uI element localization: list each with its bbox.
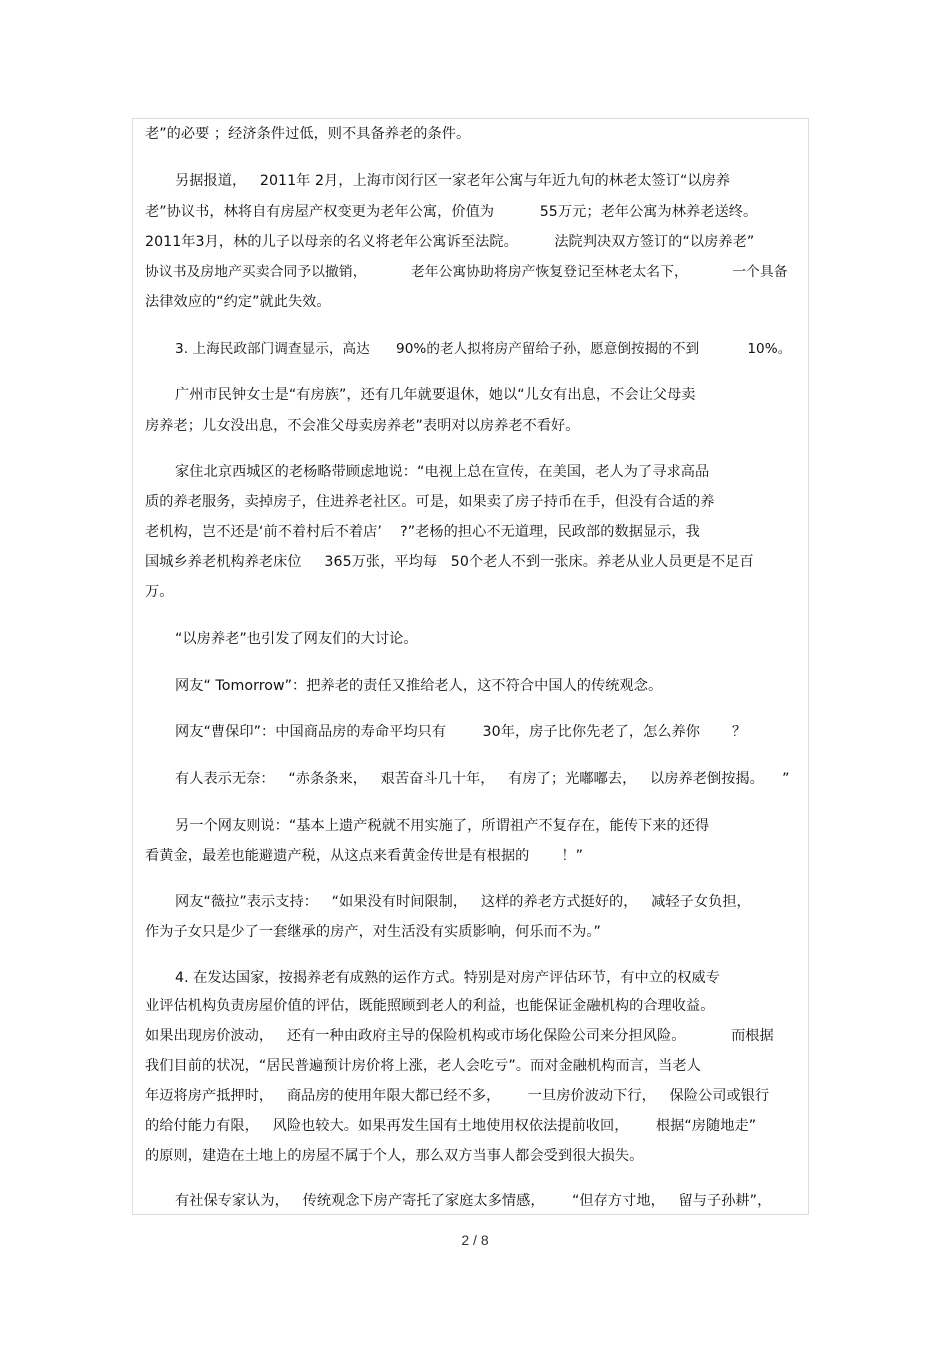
text-line: 房养老；儿女没出息，不会准父母卖房养老”表明对以房养老不看好。 [145,418,580,434]
text-line: 万。 [145,584,174,600]
text-line: 网友“ Tomorrow”：把养老的责任又推给老人，这不符合中国人的传统观念。 [175,678,663,694]
text-line: 网友“薇拉”表示支持： “如果没有时间限制， 这样的养老方式挺好的， 减轻子女负担， [175,894,751,910]
text-line: 4. 在发达国家，按揭养老有成熟的运作方式。特别是对房产评估环节，有中立的权威专 [175,970,720,986]
text-line: 老”协议书，林将自有房屋产权变更为老年公寓，价值为 55万元；老年公寓为林养老送终。 [145,204,758,220]
text-line: 国城乡养老机构养老床位 365万张，平均每 50个老人不到一张床。养老从业人员更是不足百 [145,554,754,570]
text-line: 如果出现房价波动， 还有一种由政府主导的保险机构或市场化保险公司来分担风险。 而根据 [145,1028,774,1044]
text-line: 法律效应的“约定”就此失效。 [145,294,331,310]
text-line: 家住北京西城区的老杨略带顾虑地说：“电视上总在宣传，在美国，老人为了寻求高品 [175,464,710,480]
page-number: 2 / 8 [461,1232,489,1248]
text-line: 另一个网友则说：“基本上遗产税就不用实施了，所谓祖产不复存在，能传下来的还得 [175,818,710,834]
text-line: “以房养老”也引发了网友们的大讨论。 [175,631,418,647]
text-line: 协议书及房地产买卖合同予以撤销， 老年公寓协助将房产恢复登记至林老太名下， 一个具备 [145,264,788,280]
text-line: 的给付能力有限， 风险也较大。如果再发生国有土地使用权依法提前收回， 根据“房随地走” [145,1118,757,1134]
text-line: 广州市民钟女士是“有房族”，还有几年就要退休，她以“儿女有出息，不会让父母卖 [175,387,696,403]
text-line: 老机构，岂不还是‘前不着村后不着店’ ?”老杨的担心不无道理，民政部的数据显示，我 [145,524,700,540]
text-line: 老”的必要 ；经济条件过低，则不具备养老的条件。 [145,126,471,142]
text-line: 的原则，建造在土地上的房屋不属于个人，那么双方当事人都会受到很大损失。 [145,1148,644,1164]
text-line: 3. 上海民政部门调查显示，高达 90%的老人拟将房产留给子孙，愿意倒按揭的不到 10%。 [175,341,792,357]
text-line: 年迈将房产抵押时， 商品房的使用年限大都已经不多， 一旦房价波动下行， 保险公司或银行 [145,1088,770,1104]
text-line: 看黄金，最差也能避遗产税，从这点来看黄金传世是有根据的 ！” [145,848,583,864]
text-line: 另据报道， 2011年 2月，上海市闵行区一家老年公寓与年近九旬的林老太签订“以房养 [175,173,731,189]
text-line: 有人表示无奈： “赤条条来， 艰苦奋斗几十年， 有房了；光嘟嘟去， 以房养老倒按揭。 ” [175,771,790,787]
document-page [132,118,809,1215]
text-line: 质的养老服务，卖掉房子，住进养老社区。可是，如果卖了房子持币在手，但没有合适的养 [145,494,715,510]
text-line: 我们目前的状况，“居民普遍预计房价将上涨，老人会吃亏”。而对金融机构而言，当老人 [145,1058,701,1074]
text-line: 网友“曹保印”：中国商品房的寿命平均只有 30年，房子比你先老了，怎么养你 ？ [175,724,747,740]
text-line: 有社保专家认为， 传统观念下房产寄托了家庭太多情感， “但存方寸地， 留与子孙耕”， [175,1193,772,1209]
text-line: 作为子女只是少了一套继承的房产，对生活没有实质影响，何乐而不为。” [145,924,601,940]
text-line: 2011年3月，林的儿子以母亲的名义将老年公寓诉至法院。 法院判决双方签订的“以房养老” [145,234,755,250]
text-line: 业评估机构负责房屋价值的评估，既能照顾到老人的利益，也能保证金融机构的合理收益。 [145,998,715,1014]
